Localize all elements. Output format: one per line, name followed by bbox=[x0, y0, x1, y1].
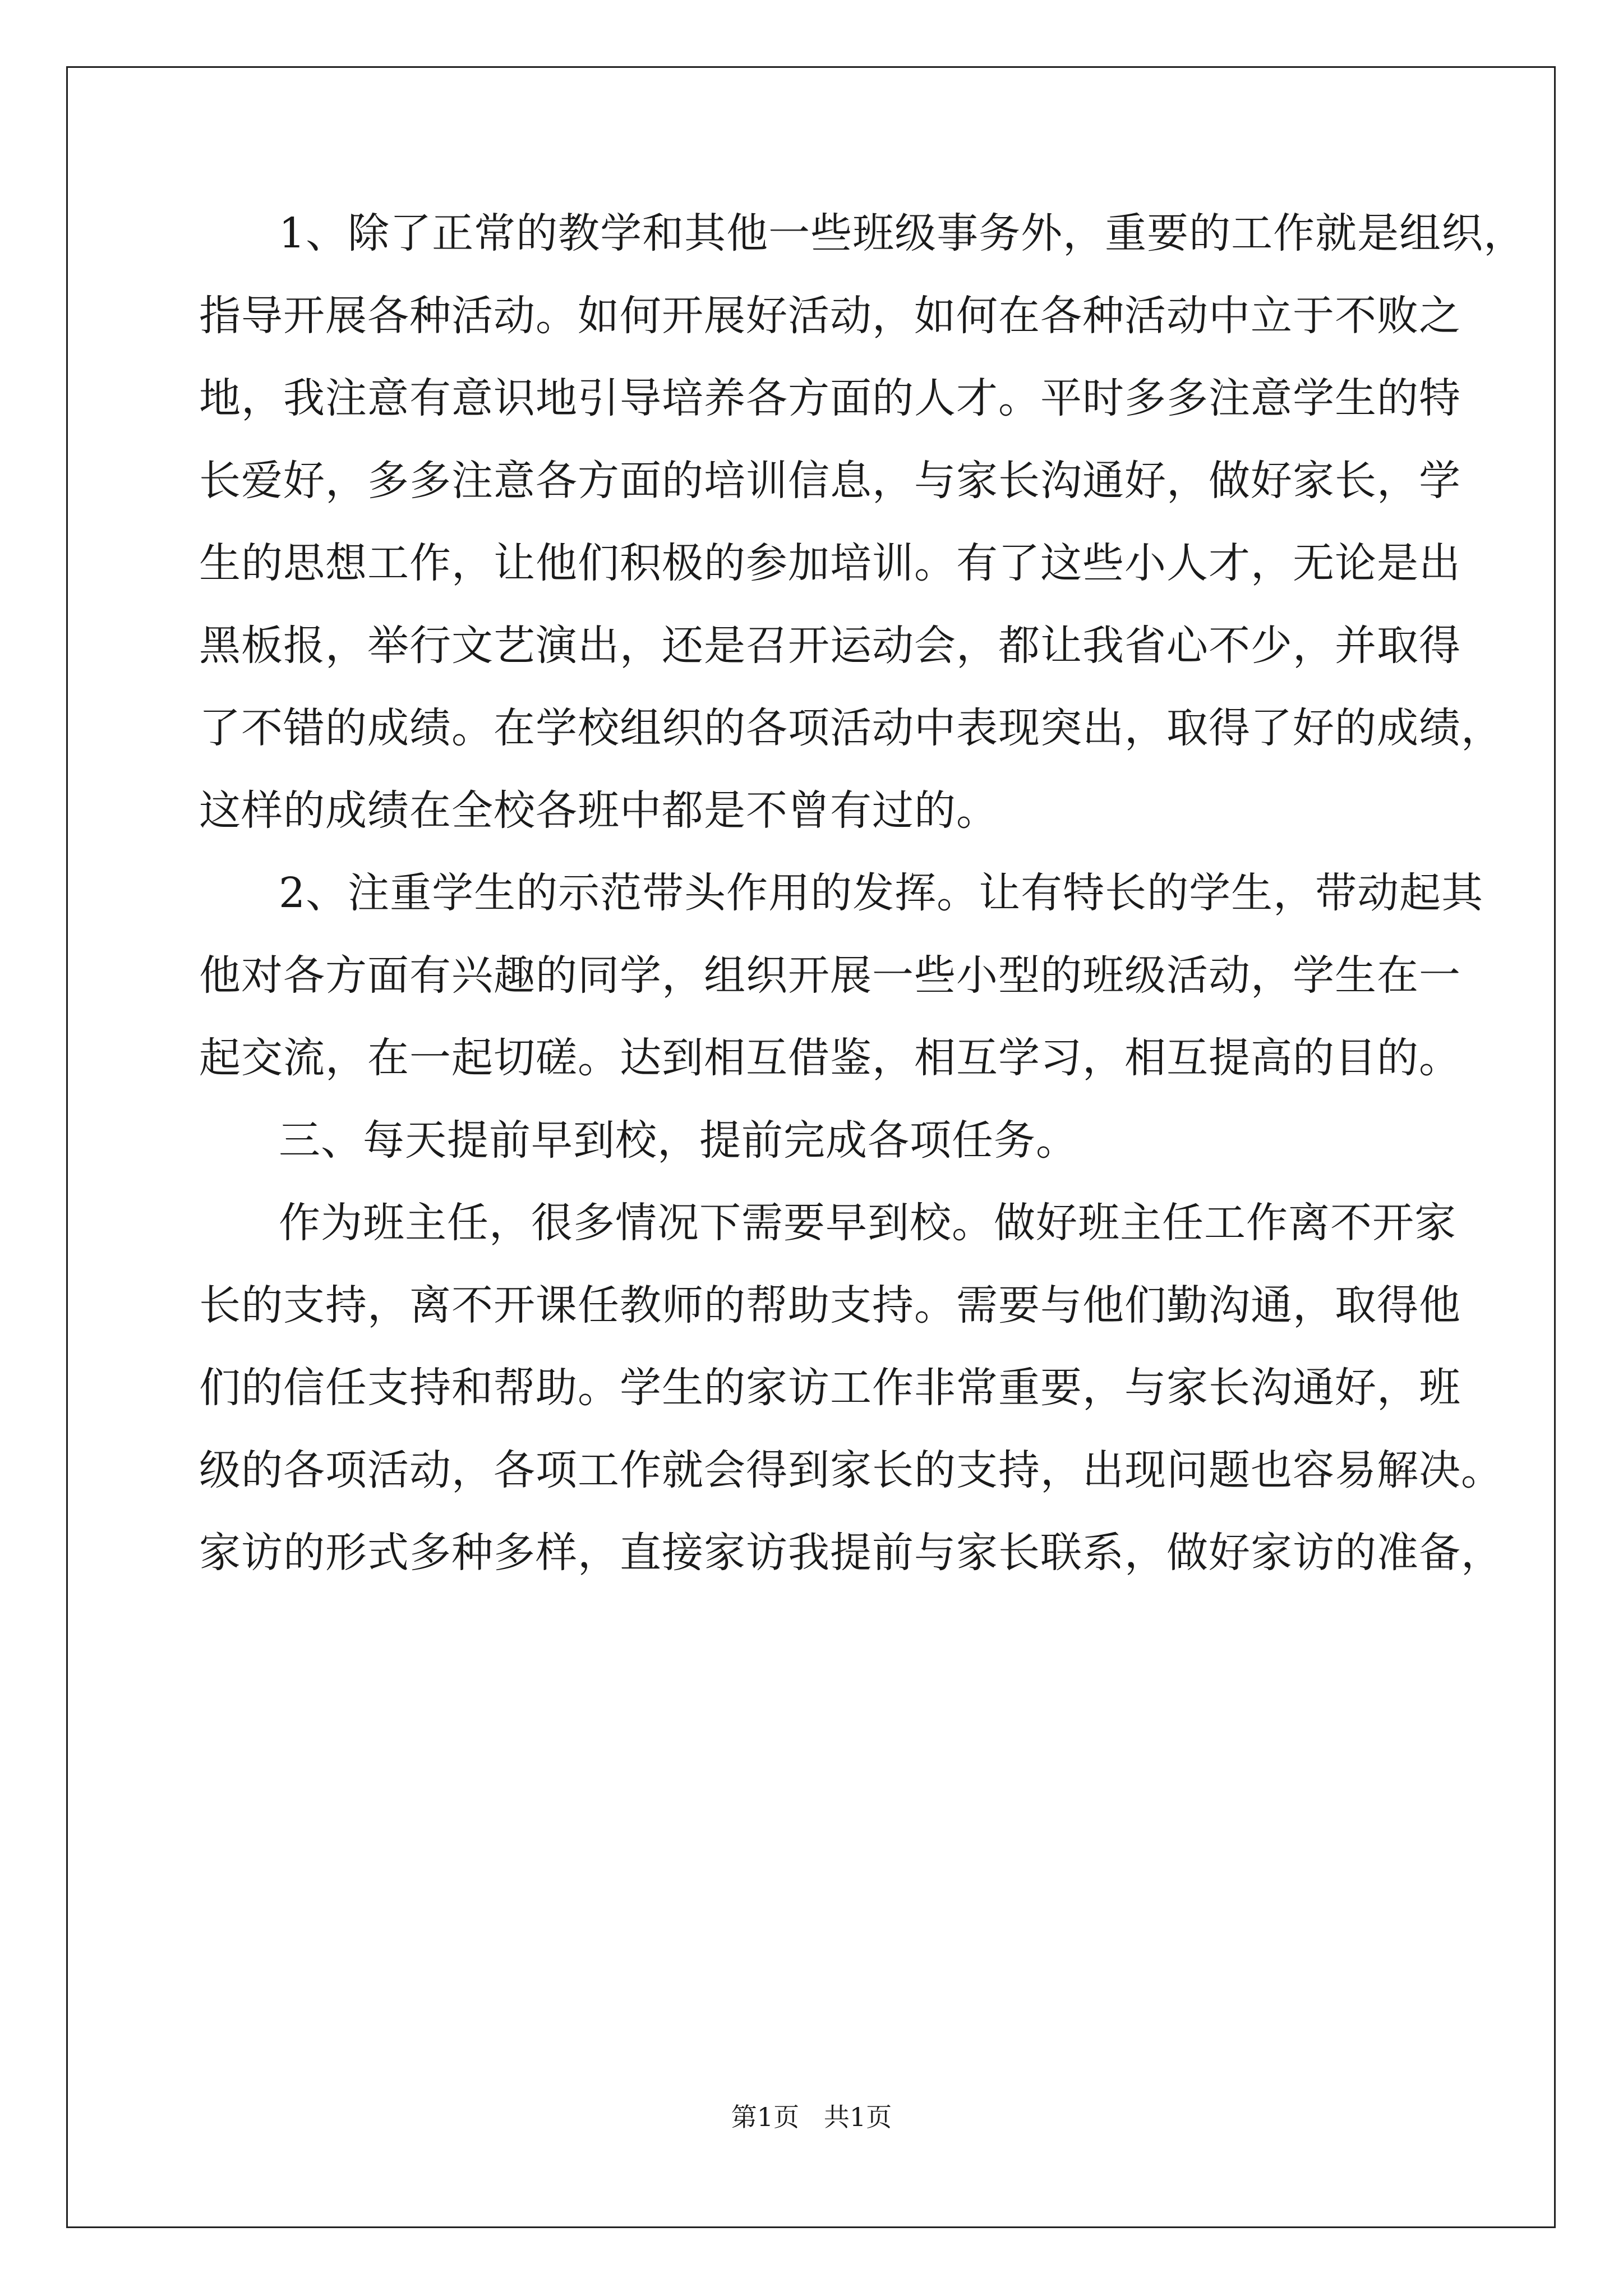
text-line: 他对各方面有兴趣的同学，组织开展一些小型的班级活动，学生在一 bbox=[199, 951, 1461, 1000]
page-footer: 第1页 共1页 bbox=[731, 2102, 892, 2132]
text-line: 级的各项活动，各项工作就会得到家长的支持，出现问题也容易解决。 bbox=[199, 1446, 1503, 1494]
text-line: 作为班主任，很多情况下需要早到校。做好班主任工作离不开家 bbox=[279, 1199, 1456, 1247]
text-line: 这样的成绩在全校各班中都是不曾有过的。 bbox=[199, 786, 998, 835]
text-line: 起交流，在一起切磋。达到相互借鉴，相互学习，相互提高的目的。 bbox=[199, 1034, 1461, 1082]
text-line: 指导开展各种活动。如何开展好活动，如何在各种活动中立于不败之 bbox=[199, 292, 1461, 340]
text-line: 黑板报，举行文艺演出，还是召开运动会，都让我省心不少，并取得 bbox=[199, 622, 1461, 670]
text-line: 2、注重学生的示范带头作用的发挥。让有特长的学生，带动起其 bbox=[279, 869, 1484, 917]
text-line: 家访的形式多种多样，直接家访我提前与家长联系，做好家访的准备， bbox=[199, 1529, 1503, 1577]
text-line: 长爱好，多多注意各方面的培训信息，与家长沟通好，做好家长，学 bbox=[199, 457, 1461, 505]
text-line: 们的信任支持和帮助。学生的家访工作非常重要，与家长沟通好，班 bbox=[199, 1364, 1461, 1412]
text-line: 地，我注意有意识地引导培养各方面的人才。平时多多注意学生的特 bbox=[199, 374, 1461, 422]
text-line: 1、除了正常的教学和其他一些班级事务外，重要的工作就是组织， bbox=[279, 209, 1526, 257]
text-line: 生的思想工作，让他们积极的参加培训。有了这些小人才，无论是出 bbox=[199, 539, 1461, 587]
text-line: 了不错的成绩。在学校组织的各项活动中表现突出，取得了好的成绩， bbox=[199, 704, 1503, 752]
text-line: 长的支持，离不开课任教师的帮助支持。需要与他们勤沟通，取得他 bbox=[199, 1281, 1461, 1329]
text-line: 三、每天提前早到校，提前完成各项任务。 bbox=[279, 1116, 1078, 1165]
